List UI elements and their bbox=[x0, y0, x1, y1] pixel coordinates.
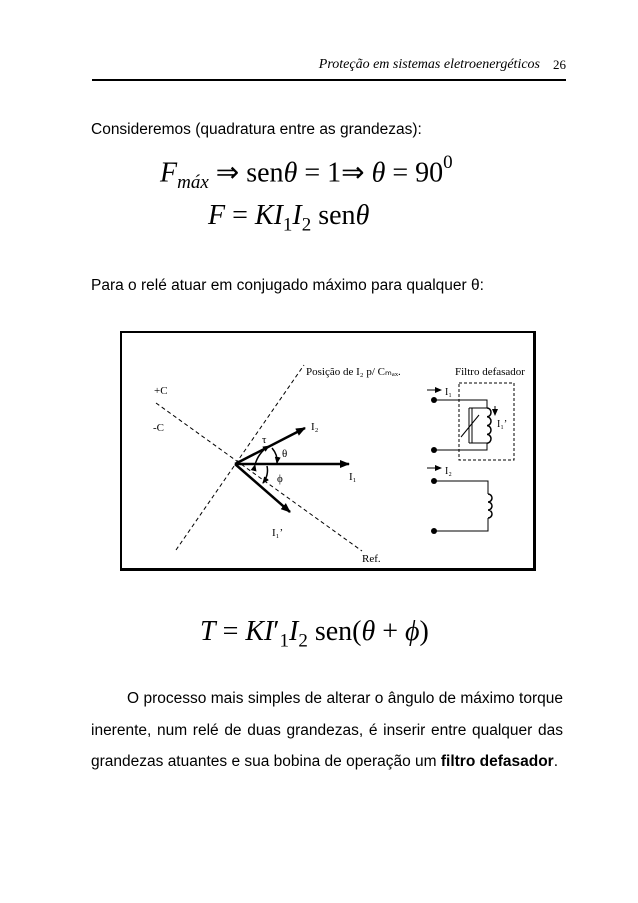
header-title: Proteção em sistemas eletroenergéticos bbox=[318, 57, 540, 72]
label-i1-prime: I₁’ bbox=[272, 527, 284, 539]
label-phase-filter: Filtro defasador bbox=[455, 366, 525, 378]
label-phi: ϕ bbox=[277, 473, 283, 485]
eq1-ninety: 90 bbox=[415, 157, 444, 189]
zero-torque-line bbox=[156, 403, 362, 551]
eq2-sen: sen bbox=[318, 200, 356, 231]
equation-torque bbox=[200, 616, 429, 653]
equation-force bbox=[208, 200, 369, 237]
eq1-arrow1: ⇒ bbox=[215, 157, 240, 189]
label-max-torque-position: Posição de I₂ p/ Cₘₐₓ. bbox=[306, 366, 401, 378]
eq2-eq: = bbox=[232, 200, 248, 231]
page-header bbox=[92, 55, 566, 81]
page-number: 26 bbox=[553, 57, 566, 72]
eq1-theta: θ bbox=[283, 157, 298, 189]
filter-coil bbox=[487, 408, 491, 443]
paragraph-end: . bbox=[553, 753, 559, 770]
filter-variable-arrow bbox=[461, 415, 479, 437]
phase-filter-circuit bbox=[427, 383, 514, 460]
phasor-figure bbox=[120, 331, 536, 571]
eq3-i: I bbox=[289, 616, 299, 647]
intro-text: Consideremos (quadratura entre as grandezas): bbox=[91, 121, 422, 138]
eq3-theta: θ bbox=[361, 616, 376, 647]
eq2-f: F bbox=[208, 200, 226, 231]
arc-theta bbox=[272, 448, 277, 463]
eq1-one: 1 bbox=[327, 157, 342, 189]
label-minus-c: -C bbox=[153, 422, 164, 434]
filter-wire-bottom bbox=[434, 443, 487, 450]
eq1-theta2: θ bbox=[371, 157, 386, 189]
eq2-theta: θ bbox=[355, 200, 370, 231]
eq3-plus: + bbox=[382, 616, 399, 647]
eq1-eq2: = bbox=[392, 157, 409, 189]
eq2-ki: KI bbox=[254, 200, 283, 231]
paragraph-main: O processo mais simples de alterar o ângulo de máximo torque inerente, num relé de duas grandezas, é inserir entre qualquer das grandezas atuantes e sua bobina de operação um bbox=[91, 690, 563, 770]
eq2-sub2: 2 bbox=[301, 214, 312, 236]
phasor-i1-prime bbox=[235, 464, 290, 512]
circuit-label-i2: I₂ bbox=[445, 466, 452, 477]
label-plus-c: +C bbox=[154, 385, 168, 397]
phasor-i2 bbox=[235, 428, 305, 464]
label-i1: I₁ bbox=[349, 471, 357, 483]
eq3-ki: KI bbox=[245, 616, 274, 647]
circuit-label-i1: I₁ bbox=[445, 387, 452, 398]
eq3-t: T bbox=[200, 616, 216, 647]
eq3-sub1: 1 bbox=[279, 630, 289, 652]
body-paragraph bbox=[91, 683, 563, 778]
i2-circuit bbox=[427, 466, 492, 534]
eq2-i: I bbox=[292, 200, 302, 231]
paragraph-bold-term: filtro defasador bbox=[440, 753, 554, 770]
eq3-prime: ′ bbox=[273, 616, 280, 647]
eq1-arrow2: ⇒ bbox=[341, 157, 365, 189]
eq1-lhs-sub: máx bbox=[177, 171, 209, 193]
eq3-sen: sen bbox=[314, 616, 353, 647]
label-ref: Ref. bbox=[362, 553, 381, 565]
eq3-phi: ϕ bbox=[405, 616, 420, 647]
eq1-sen: sen bbox=[246, 157, 284, 189]
text-relay-condition: Para o relé atuar em conjugado máximo para qualquer θ: bbox=[91, 277, 484, 294]
phasor-diagram bbox=[122, 333, 538, 573]
equation-fmax bbox=[160, 152, 453, 194]
eq3-open: ( bbox=[352, 616, 362, 647]
i2-wire-top bbox=[434, 481, 488, 494]
eq1-deg: 0 bbox=[443, 152, 453, 173]
label-tau: τ bbox=[262, 434, 267, 446]
eq1-eq: = bbox=[304, 157, 321, 189]
eq3-close: ) bbox=[419, 616, 429, 647]
circuit-label-i1-prime: I₁’ bbox=[497, 419, 508, 430]
i2-wire-bottom bbox=[434, 518, 488, 531]
eq3-sub2: 2 bbox=[298, 630, 308, 652]
i2-coil bbox=[488, 494, 492, 518]
filter-wire-top bbox=[434, 400, 487, 408]
arc-phi bbox=[263, 466, 268, 483]
header-rule bbox=[92, 79, 566, 81]
eq1-lhs-var: F bbox=[160, 157, 178, 189]
eq2-sub1: 1 bbox=[282, 214, 293, 236]
label-i2: I₂ bbox=[311, 421, 319, 433]
eq3-eq: = bbox=[222, 616, 239, 647]
label-theta: θ bbox=[282, 448, 288, 460]
